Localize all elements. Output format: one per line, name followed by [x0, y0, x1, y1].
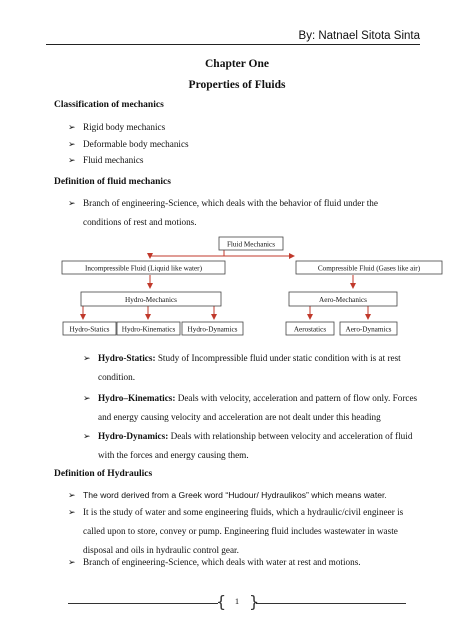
node-aerostatics: Aerostatics [293, 325, 327, 334]
arrow-bullet-icon: ➢ [83, 353, 91, 363]
branch-hydro-dynamics: ➢ Hydro-Dynamics: Deals with relationship between velocity and acceleration of fluid with the forces and energy causing them. [98, 427, 418, 465]
arrow-bullet-icon: ➢ [83, 431, 91, 441]
footer-rule-left [68, 603, 218, 604]
node-hydro-kinematics: Hydro-Kinematics [121, 325, 176, 334]
arrow-bullet-icon: ➢ [83, 393, 91, 403]
classification-heading: Classification of mechanics [54, 100, 164, 110]
arrow-bullet-icon: ➢ [68, 507, 76, 517]
arrow-bullet-icon: ➢ [68, 198, 76, 208]
list-item: ➢ Rigid body mechanics [83, 118, 437, 137]
hydraulics-heading: Definition of Hydraulics [54, 469, 153, 479]
arrow-bullet-icon: ➢ [68, 557, 76, 567]
list-item: ➢ Deformable body mechanics [83, 135, 437, 154]
list-item: ➢ Branch of engineering-Science, which deals with water at rest and motions. [83, 553, 421, 572]
node-aero-dynamics: Aero-Dynamics [345, 325, 392, 334]
node-hydro-statics: Hydro-Statics [69, 325, 110, 334]
node-hydro-dynamics: Hydro-Dynamics [187, 325, 238, 334]
list-item: ➢ The word derived from a Greek word “Hudour/ Hydraulikos” which means water. [83, 486, 421, 505]
footer-rule-right [256, 603, 406, 604]
arrow-bullet-icon: ➢ [68, 490, 76, 500]
branch-hydro-statics: ➢ Hydro-Statics: Study of Incompressible fluid under static condition with is at rest condition. [98, 349, 418, 387]
node-compressible: Compressible Fluid (Gases like air) [317, 264, 421, 273]
list-item: ➢ Fluid mechanics [83, 151, 437, 170]
node-aero-mechanics: Aero-Mechanics [319, 296, 367, 304]
author-name: By: Natnael Sitota Sinta [298, 30, 420, 42]
node-incompressible: Incompressible Fluid (Liquid like water) [85, 264, 202, 273]
arrow-bullet-icon: ➢ [68, 122, 76, 132]
left-brace-icon: { [216, 592, 227, 611]
node-hydro-mechanics: Hydro-Mechanics [125, 296, 177, 304]
branch-hydro-kinematics: ➢ Hydro–Kinematics: Deals with velocity, acceleration and pattern of flow only. Forces and energy causing velocity and acceleration are not dealt under this heading [98, 389, 418, 427]
page-number: 1 [234, 596, 240, 606]
definition-text: ➢ Branch of engineering-Science, which deals with the behavior of fluid under the conditions of rest and motions. [83, 194, 437, 232]
arrow-bullet-icon: ➢ [68, 155, 76, 165]
chapter-title: Chapter One [205, 58, 269, 70]
right-brace-icon: } [249, 592, 260, 611]
node-fluid-mechanics: Fluid Mechanics [226, 240, 276, 249]
arrow-bullet-icon: ➢ [68, 139, 76, 149]
list-item: ➢ It is the study of water and some engineering fluids, which a hydraulic/civil engineer is called upon to store, convey or pump. Engineering fluid includes wastewater in waste disposal and oils in hydraulic control gear. [83, 503, 421, 560]
chapter-subtitle: Properties of Fluids [188, 79, 286, 91]
definition-heading: Definition of fluid mechanics [54, 177, 171, 187]
